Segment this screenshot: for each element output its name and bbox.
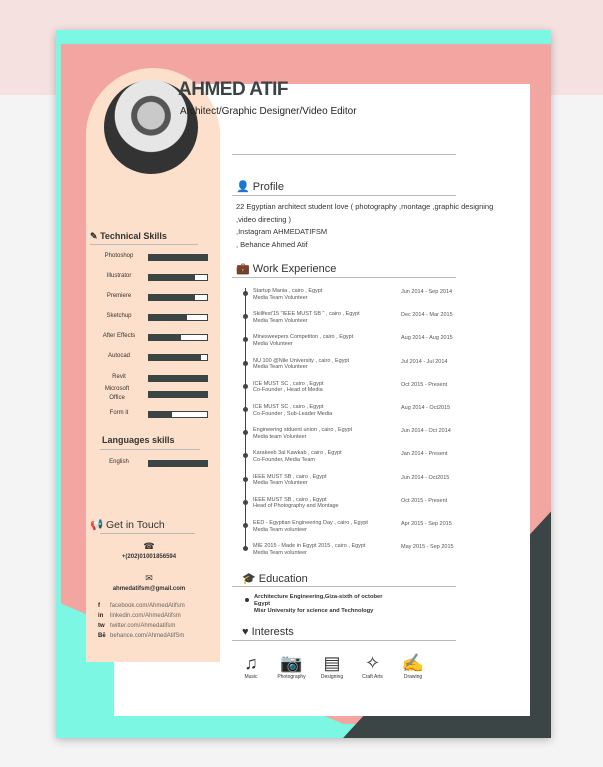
profile-line: ,Instagram AHMEDATIFSM — [236, 227, 328, 236]
work-item — [241, 474, 511, 496]
work-title — [253, 288, 393, 301]
design-icon: ▤ — [323, 653, 341, 673]
skill-row — [98, 271, 218, 283]
work-role: Media team Volunteer — [253, 433, 307, 440]
timeline-dot — [243, 314, 248, 319]
work-date: Aug 2014 - Aug 2015 — [401, 335, 453, 342]
skill-label: Autocad — [107, 353, 131, 359]
languages-heading: Languages skills — [102, 435, 175, 445]
skill-bar — [148, 411, 208, 418]
work-date: May 2015 - Sep 2015 — [401, 544, 454, 551]
work-role: Media Team Volunteer — [253, 480, 308, 487]
work-title — [253, 450, 393, 463]
interest-label: Music — [244, 674, 258, 680]
work-item — [241, 334, 511, 356]
skill-label: Illustrator — [106, 273, 132, 279]
work-item — [241, 497, 511, 519]
social-icon: f — [98, 603, 100, 609]
interests-heading: ♥ Interests — [242, 626, 294, 638]
skill-bar-fill — [149, 355, 201, 360]
skill-bar — [148, 254, 208, 261]
divider — [232, 277, 456, 278]
phone — [104, 541, 194, 560]
skill-row — [98, 251, 218, 263]
skill-bar — [148, 274, 208, 281]
work-item — [241, 520, 511, 542]
skill-bar-fill — [149, 392, 207, 397]
social-icon: Bē — [98, 633, 106, 639]
work-date: Oct 2015 - Present — [401, 381, 448, 388]
education-line: Architecture Engineering,Giza-sixth of october — [254, 594, 383, 600]
work-title — [253, 311, 393, 324]
timeline-dot — [243, 337, 248, 342]
work-date: Jun 2014 - Oct 2014 — [401, 428, 451, 435]
skill-row — [98, 388, 218, 400]
work-title — [253, 543, 393, 556]
work-org: Engineering stduent union , cairo , Egypt — [253, 427, 353, 434]
work-role: Media Team Volunteer — [253, 364, 308, 371]
social-link[interactable] — [98, 633, 184, 639]
email — [100, 573, 198, 592]
skill-bar-fill — [149, 412, 172, 417]
divider — [100, 533, 195, 534]
work-role: Media Volunteer — [253, 340, 293, 347]
work-org: Startup Mania , cairo , Egypt — [253, 288, 323, 294]
language-bar-fill — [149, 461, 207, 466]
work-org: IEEE MUST SB , cairo , Egypt — [253, 473, 327, 480]
skill-bar-fill — [149, 255, 207, 260]
work-date: Apr 2015 - Sep 2015 — [401, 521, 452, 527]
interest-item — [353, 652, 393, 680]
skill-bar — [148, 375, 208, 382]
language-label: English — [109, 459, 129, 465]
education-text — [254, 594, 383, 615]
skill-bar — [148, 294, 208, 301]
graduation-cap-icon: 🎓 — [242, 573, 256, 585]
work-item — [241, 543, 511, 565]
social-url: twitter.com/Ahmedatifsm — [110, 623, 176, 629]
work-org: ICE MUST SC , cairo , Egypt — [253, 380, 324, 387]
work-date: Jul 2014 - Jul 2014 — [401, 358, 448, 365]
interest-item — [231, 652, 271, 680]
timeline-dot — [243, 546, 248, 551]
work-title — [253, 404, 393, 417]
skill-bar — [148, 391, 208, 398]
profile-text — [236, 201, 521, 251]
person-title: Architect/Graphic Designer/Video Editor — [180, 106, 357, 117]
skill-row — [98, 351, 218, 363]
work-item — [241, 358, 511, 380]
camera-icon: 📷 — [280, 653, 303, 673]
email-address[interactable]: ahmedatifsm@gmail.com — [112, 586, 186, 592]
skill-row — [98, 372, 218, 384]
skill-bar-fill — [149, 295, 195, 300]
work-title — [253, 520, 393, 533]
divider — [232, 195, 456, 196]
social-url: linkedin.com/AhmedAtifsm — [110, 613, 181, 619]
divider — [232, 154, 456, 155]
skill-bar — [148, 314, 208, 321]
work-org: ICE MUST SC , cairo , Egypt — [253, 404, 324, 410]
work-org: MIE 2015 - Made in Egypt 2015 , cairo , Egypt — [253, 543, 366, 550]
skill-bar — [148, 354, 208, 361]
phone-number[interactable]: +(202)01001856594 — [121, 554, 177, 560]
timeline-dot — [243, 477, 248, 482]
work-title — [253, 334, 393, 347]
interest-label: Designing — [320, 674, 344, 680]
timeline-dot — [243, 384, 248, 389]
work-date: Oct 2015 - Present — [401, 497, 448, 504]
work-date: Jun 2014 - Oct2015 — [401, 474, 450, 481]
pen-drawing-icon: ✍ — [401, 653, 425, 673]
work-date: Jun 2014 - Sep 2014 — [401, 289, 453, 295]
social-link[interactable] — [98, 613, 181, 619]
divider — [232, 586, 456, 587]
work-role: Co-Founder, Media Team — [253, 456, 315, 463]
work-role: Media Team volunteer — [253, 549, 308, 556]
skill-bar — [148, 334, 208, 341]
interest-item — [312, 652, 352, 680]
work-item — [241, 427, 511, 449]
work-title — [253, 474, 393, 487]
education-heading: 🎓 Education — [242, 573, 308, 585]
skill-label: Photoshop — [104, 253, 134, 259]
timeline-dot — [243, 523, 248, 528]
work-role: Media Team Volunteer — [253, 317, 308, 324]
briefcase-icon: 💼 — [236, 263, 250, 275]
work-heading: 💼 Work Experience — [236, 263, 337, 275]
education-line: Misr University for science and Technology — [254, 608, 374, 614]
skill-bar-fill — [149, 376, 207, 381]
social-url: facebook.com/AhmedAtifsm — [110, 603, 185, 609]
skill-row — [98, 291, 218, 303]
work-org: IEEE MUST SB , cairo , Egypt — [253, 496, 327, 503]
interest-label: Craft Arts — [362, 674, 383, 680]
skill-row — [98, 311, 218, 323]
skill-label: After Effects — [102, 333, 136, 339]
skill-label: Microsoft Office — [104, 386, 130, 401]
work-item — [241, 288, 511, 310]
work-title — [253, 427, 393, 440]
work-date: Dec 2014 - Mar 2015 — [401, 312, 453, 319]
interest-label: Photography — [277, 674, 306, 680]
skill-label: Revit — [112, 374, 126, 380]
work-item — [241, 311, 511, 333]
profile-line: 22 Egyptian architect student love ( photography ,montage ,graphic designing — [236, 202, 494, 211]
work-date: Aug 2014 - Oct2015 — [401, 405, 451, 411]
profile-line: , Behance Ahmed Atif — [236, 239, 308, 249]
work-role: Co-Founder , Head of Media — [253, 387, 323, 394]
social-link[interactable] — [98, 603, 185, 609]
work-item — [241, 404, 511, 426]
skills-heading: ✎ Technical Skills — [90, 231, 167, 241]
megaphone-icon: 📢 — [90, 519, 104, 531]
interest-label: Drawing — [403, 674, 423, 680]
skill-label: Sketchup — [106, 313, 132, 319]
work-role: Co-Founder , Sub-Leader Media — [253, 410, 333, 417]
skill-label: Premiere — [106, 293, 132, 299]
skill-bar-fill — [149, 315, 187, 320]
work-title — [253, 381, 393, 394]
timeline-dot — [243, 500, 248, 505]
education-bullet — [245, 598, 249, 602]
contact-heading: 📢 Get in Touch — [90, 519, 165, 531]
work-date: Jan 2014 - Present — [401, 451, 448, 458]
skill-row — [98, 331, 218, 343]
timeline-dot — [243, 407, 248, 412]
skill-label: Form it — [109, 410, 129, 416]
timeline-dot — [243, 361, 248, 366]
wand-icon: ✎ — [90, 231, 98, 241]
origami-crane-icon: ✧ — [364, 653, 381, 673]
skill-row — [98, 408, 218, 420]
work-role: Head of Photography and Montage — [253, 503, 339, 510]
work-item — [241, 450, 511, 472]
social-link[interactable] — [98, 623, 175, 629]
skill-bar-fill — [149, 335, 181, 340]
profile-heading: 👤 Profile — [236, 181, 284, 193]
work-org: Karakeeb 3al Kawkab , cairo , Egypt — [253, 450, 342, 457]
work-role: Media Team volunteer — [253, 526, 308, 533]
timeline-dot — [243, 453, 248, 458]
interest-item — [272, 652, 312, 680]
timeline-dot — [243, 430, 248, 435]
phone-icon: ☎ — [143, 541, 155, 551]
divider — [232, 640, 456, 641]
work-title — [253, 358, 393, 371]
person-icon: 👤 — [236, 181, 250, 193]
work-role: Media Team Volunteer — [253, 294, 308, 301]
profile-line: ,video directing ) — [236, 214, 292, 224]
language-row — [98, 457, 218, 469]
skill-bar-fill — [149, 275, 195, 280]
work-title — [253, 497, 393, 510]
social-icon: tw — [98, 623, 105, 629]
work-org: Skillfest'15 "IEEE MUST SB " , cairo , Egypt — [253, 311, 360, 318]
divider — [90, 244, 198, 245]
social-icon: in — [98, 613, 104, 619]
language-bar — [148, 460, 208, 467]
work-item — [241, 381, 511, 403]
interest-item — [393, 652, 433, 680]
timeline-dot — [243, 291, 248, 296]
divider — [100, 449, 200, 450]
envelope-icon: ✉ — [145, 573, 153, 583]
heart-icon: ♥ — [242, 626, 249, 638]
education-line: Egypt — [254, 601, 271, 607]
music-notes-icon: ♫ — [244, 653, 258, 673]
work-org: EED - Egyptian Engineering Day , cairo , Egypt — [253, 520, 368, 526]
work-org: NU 100 @Nile University , cairo , Egypt — [253, 357, 350, 364]
social-url: behance.com/AhmedAtifSm — [110, 633, 185, 639]
work-org: Minesweepers Competiton , cairo , Egypt — [253, 334, 354, 341]
person-name: AHMED ATIF — [178, 79, 289, 100]
